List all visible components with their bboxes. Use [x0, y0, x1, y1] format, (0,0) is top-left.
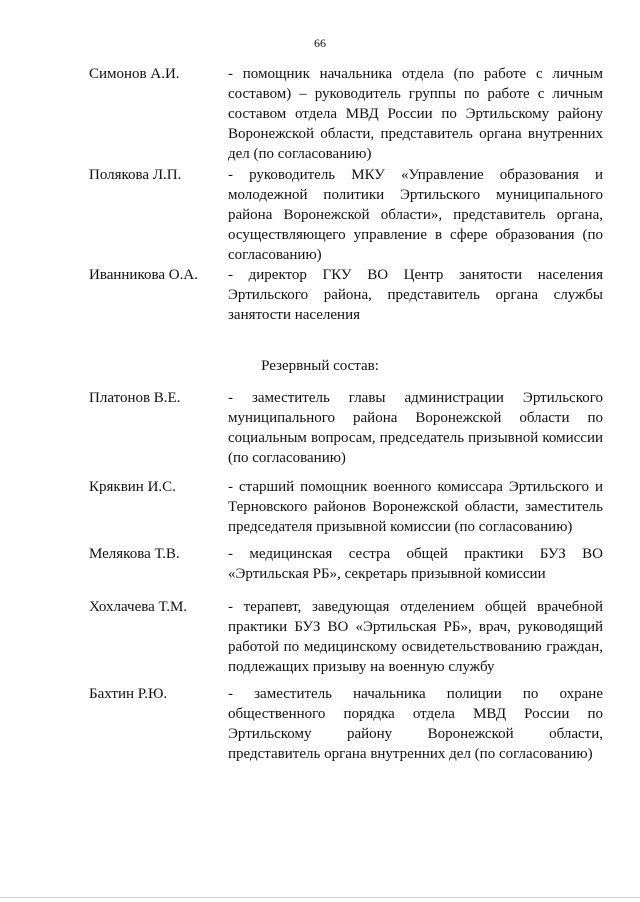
page-bottom-edge [0, 897, 640, 898]
reserve-name: Кряквин И.С. [89, 479, 176, 495]
member-description: - директор ГКУ ВО Центр занятости населения Эртильского района, представитель органа службы занятости населения [228, 267, 603, 323]
member-entry-polyakova [89, 165, 603, 263]
member-entry-simonov [89, 64, 603, 162]
page-number: 66 [314, 36, 326, 50]
member-name: Симонов А.И. [89, 66, 180, 82]
reserve-name: Мелякова Т.В. [89, 546, 180, 562]
member-description: - помощник начальника отдела (по работе с личным составом) – руководитель группы по работе с личным составом отдела МВД России по Эртильскому району Воронежской области, представитель органа внутренних дел (по согласованию) [228, 66, 603, 162]
reserve-entry-bakhtin [89, 684, 603, 762]
member-name: Полякова Л.П. [89, 167, 182, 183]
reserve-description: - медицинская сестра общей практики БУЗ ВО «Эртильская РБ», секретарь призывной комиссии [228, 546, 603, 582]
member-description: - руководитель МКУ «Управление образования и молодежной политики Эртильского муниципального района Воронежской области», представитель органа, осуществляющего управление в сфере образования (по согласованию) [228, 167, 603, 263]
reserve-description: - заместитель начальника полиции по охране общественного порядка отдела МВД России по Эртильскому району Воронежской области, представитель органа внутренних дел (по согласованию) [228, 686, 603, 762]
reserve-entry-kryakvin [89, 477, 603, 535]
reserve-entry-khokhlacheva [89, 597, 603, 675]
reserve-name: Бахтин Р.Ю. [89, 686, 168, 702]
reserve-name: Платонов В.Е. [89, 390, 181, 406]
member-entry-ivannikova [89, 265, 603, 323]
reserve-entry-platonov [89, 388, 603, 466]
reserve-description: - заместитель главы администрации Эртильского муниципального района Воронежской области по социальным вопросам, председатель призывной комиссии (по согласованию) [228, 390, 603, 466]
member-name: Иванникова О.А. [89, 267, 198, 283]
reserve-heading: Резервный состав: [261, 358, 379, 374]
reserve-name: Хохлачева Т.М. [89, 599, 188, 615]
reserve-entry-melyakova [89, 544, 603, 582]
reserve-description: - старший помощник военного комиссара Эртильского и Терновского районов Воронежской области, заместитель председателя призывной комиссии (по согласованию) [228, 479, 603, 535]
reserve-description: - терапевт, заведующая отделением общей врачебной практики БУЗ ВО «Эртильская РБ», врач, руководящий работой по медицинскому освидетельствованию граждан, подлежащих призыву на военную службу [228, 599, 603, 675]
